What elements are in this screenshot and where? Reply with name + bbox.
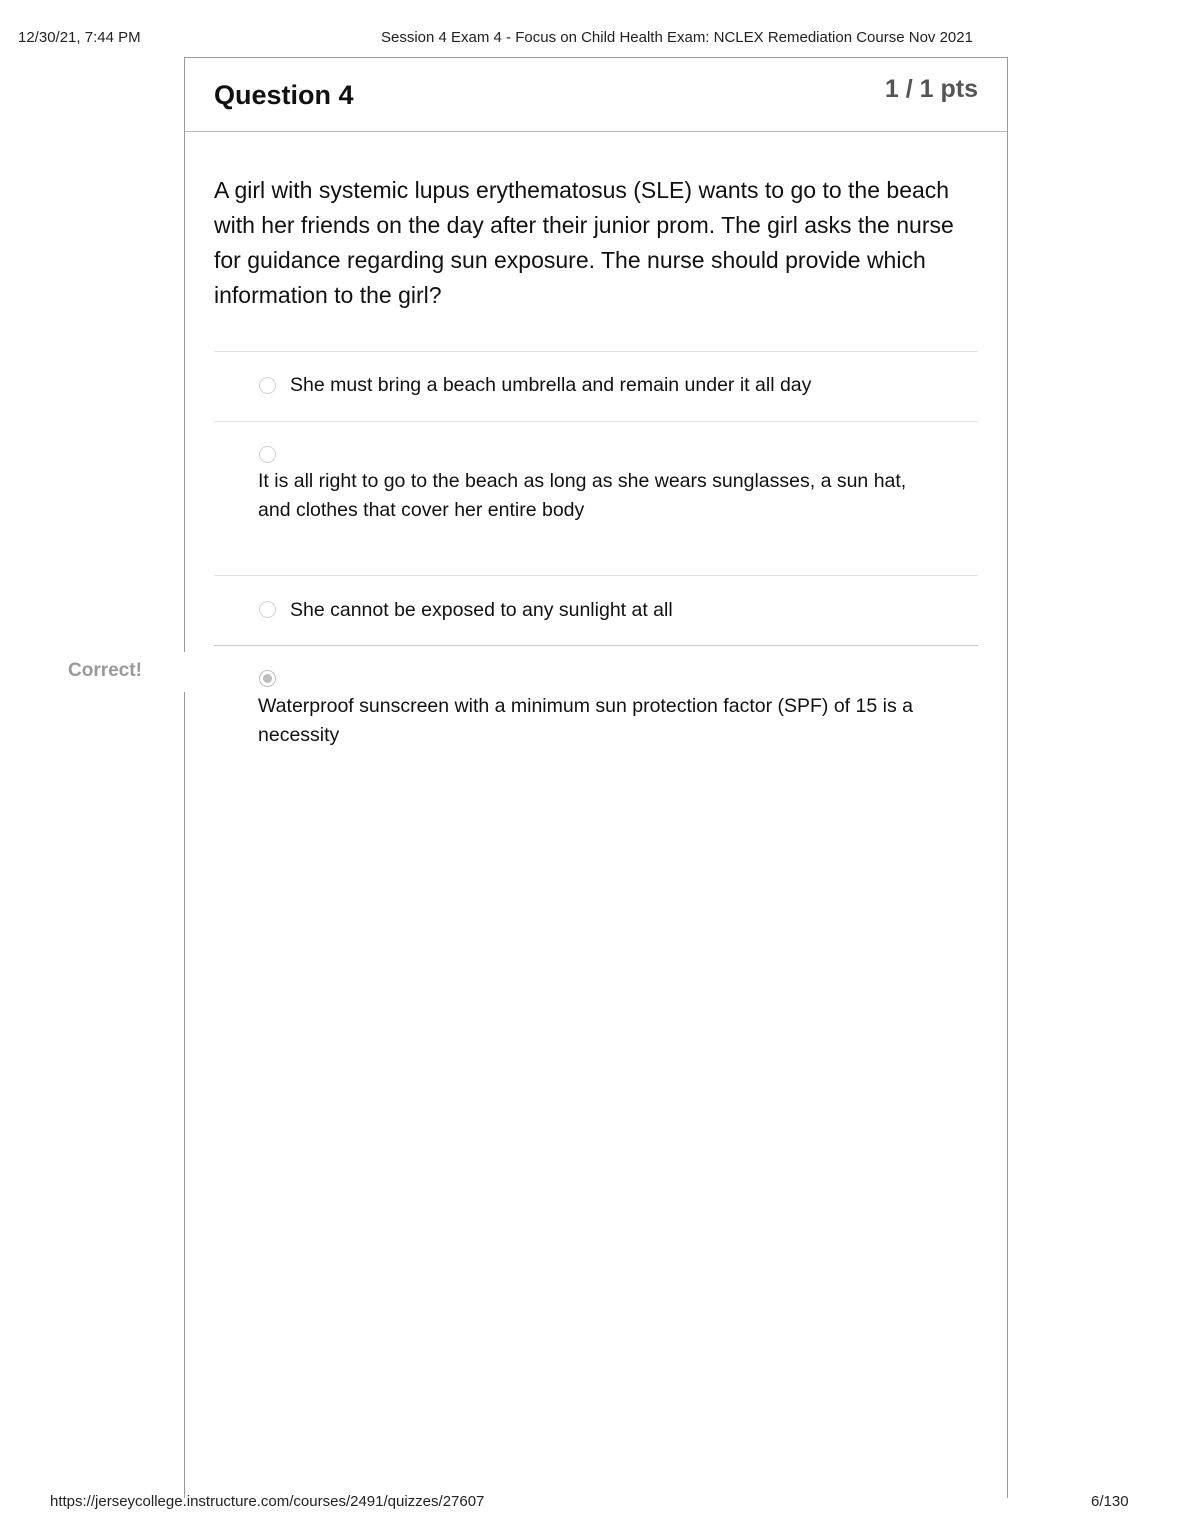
answer-label-2[interactable]: It is all right to go to the beach as long as she wears sunglasses, a sun hat, and clothes that cover her entire body [258, 470, 907, 521]
question-text: A girl with systemic lupus erythematosus (SLE) wants to go to the beach with her friends on the day after their junior prom. The girl asks the nurse for guidance regarding sun exposure. The nurse should provide which information to the girl? [214, 177, 954, 308]
answer-divider [214, 575, 978, 576]
answer-label-3[interactable]: She cannot be exposed to any sunlight at all [290, 599, 673, 621]
print-url: https://jerseycollege.instructure.com/courses/2491/quizzes/27607 [50, 1493, 485, 1510]
print-page-title: Session 4 Exam 4 - Focus on Child Health Exam: NCLEX Remediation Course Nov 2021 [381, 29, 973, 46]
answer-radio-4-selected[interactable] [259, 670, 276, 687]
question-points: 1 / 1 pts [884, 75, 978, 103]
question-card [184, 57, 1008, 1498]
print-page-number: 6/130 [1091, 1493, 1129, 1510]
answer-radio-2[interactable] [259, 446, 276, 463]
answer-divider [214, 645, 978, 646]
answer-label-1[interactable]: She must bring a beach umbrella and remain under it all day [290, 374, 812, 396]
answer-divider [214, 421, 978, 422]
question-header [185, 58, 1007, 132]
answer-divider [214, 351, 978, 352]
print-timestamp: 12/30/21, 7:44 PM [18, 29, 141, 46]
correct-marker-gap [180, 652, 188, 692]
answer-radio-1[interactable] [259, 377, 276, 394]
correct-answer-marker: Correct! [68, 660, 142, 681]
question-title: Question 4 [214, 80, 354, 110]
answer-label-4[interactable]: Waterproof sunscreen with a minimum sun protection factor (SPF) of 15 is a necessity [258, 695, 913, 746]
answer-radio-3[interactable] [259, 601, 276, 618]
